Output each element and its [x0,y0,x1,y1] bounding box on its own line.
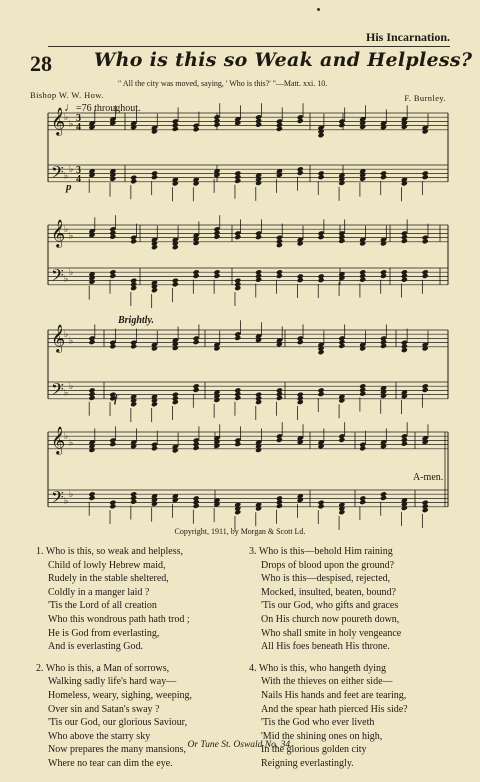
note-head [234,441,241,447]
note-head [380,495,387,501]
note-head [401,277,408,283]
note-head [213,443,220,449]
note-head [359,345,366,351]
flat-icon: ♭ [64,330,69,341]
note-head [318,277,325,283]
note-head [88,395,95,401]
note-head [172,180,179,186]
note-head [213,397,220,403]
section-heading: His Incarnation. [365,30,450,44]
verse-line: Over sin and Satan's sway ? [48,703,160,715]
flat-icon: ♭ [64,171,69,182]
note-head [338,122,345,128]
note-head [401,124,408,130]
note-head [338,509,345,515]
note-head [193,387,200,393]
note-head [318,234,325,240]
flat-icon: ♭ [64,113,69,124]
note-head [422,174,429,180]
verse-line: In the glorious golden city [261,744,367,756]
flat-icon: ♭ [69,165,74,176]
note-head [151,445,158,451]
verse-line: Child of lowly Hebrew maid, [48,559,166,571]
dynamic-forte: f [114,393,118,405]
note-head [276,172,283,178]
note-head [193,503,200,509]
verse-line: Homeless, weary, sighing, weeping, [48,689,193,701]
note-head [172,447,179,453]
author-credit: Bishop W. W. How. [30,90,104,100]
tempo-text: =76 throughout. [76,103,141,114]
verse-line: 1. Who is this, so weak and helpless, [36,546,184,557]
verse-line: Nails His hands and feet are tearing, [261,689,407,701]
note-head [109,343,116,349]
note-head [109,503,116,509]
note-head [172,399,179,405]
note-head [255,337,262,343]
flat-icon: ♭ [69,119,74,130]
note-head [401,238,408,244]
verse-3 [249,545,459,654]
verse-line: 'Tis our God, our glorious Saviour, [48,717,188,729]
note-head [359,176,366,182]
note-head [130,443,137,449]
note-head [172,281,179,287]
note-head [359,277,366,283]
note-head [380,174,387,180]
note-head [380,124,387,130]
note-head [130,285,137,291]
note-head [359,391,366,397]
note-head [130,401,137,407]
note-head [255,234,262,240]
note-head [338,397,345,403]
verse-line: Where no tear can dim the eye. [48,757,173,769]
hymn-number: 28 [30,51,52,76]
note-head [401,180,408,186]
note-head [318,174,325,180]
note-head [276,503,283,509]
note-head [193,273,200,279]
note-head [276,242,283,248]
verse-line: 'Tis the Lord of all creation [48,600,157,612]
note-head [88,495,95,501]
treble-clef-icon: 𝄞 [51,106,66,135]
treble-clef-icon: 𝄞 [51,323,66,352]
note-head [255,505,262,511]
note-head [297,497,304,503]
note-head [255,447,262,453]
note-head [109,441,116,447]
note-head [151,287,158,293]
note-head [88,447,95,453]
verse-line: 3. Who is this—behold Him raining [249,546,393,557]
copyright-notice: Copyright, 1911, by Morgan & Scott Ld. [174,527,306,536]
note-head [193,445,200,451]
verse-line: 'Mid the shining ones on high, [261,730,383,742]
note-head [422,128,429,134]
verse-2 [36,662,231,771]
note-head [213,234,220,240]
time-signature-bottom: 4 [76,173,81,185]
note-head [338,437,345,443]
note-head [359,445,366,451]
note-head [88,339,95,345]
note-head [193,126,200,132]
verse-line: 'Tis our God, who gifts and graces [261,600,399,612]
verse-line: Who this wondrous path hath trod ; [48,613,190,625]
note-head [109,120,116,126]
verse-line: Who above the starry sky [48,730,151,742]
note-head [401,347,408,353]
note-head [297,277,304,283]
verse-line: All His foes beneath His throne. [261,641,390,653]
note-head [130,178,137,184]
note-head [109,234,116,240]
note-head [213,273,220,279]
verse-4 [249,662,459,771]
time-signature-top: 3 [76,164,81,176]
note-head [422,439,429,445]
note-head [172,345,179,351]
note-head [172,497,179,503]
note-head [130,238,137,244]
flat-icon: ♭ [69,268,74,279]
note-head [213,501,220,507]
treble-clef-icon: 𝄞 [51,218,66,247]
verse-line: On His church now poureth down, [261,613,400,625]
note-head [380,273,387,279]
crotchet-icon: ♩ [64,100,76,114]
verse-line: Drops of blood upon the ground? [261,559,395,571]
verse-number: 3. [249,546,257,557]
note-head [88,279,95,285]
note-head [88,124,95,130]
verse-line: With the thieves on either side— [261,676,393,688]
alternate-tune-note: Or Tune St. Oswald No. 34. [187,740,293,750]
note-head [109,176,116,182]
verse-number: 1. [36,546,44,557]
note-head [297,439,304,445]
bass-clef-icon: 𝄢 [51,161,64,186]
verse-line: And the spear hath pierced His side? [261,703,408,715]
note-head [151,501,158,507]
flat-icon: ♭ [69,231,74,242]
flat-icon: ♭ [64,388,69,399]
verse-line: Walking sadly life's hard way— [48,676,177,688]
note-head [380,393,387,399]
verse-line: Reigning everlastingly. [261,757,354,769]
note-head [318,349,325,355]
verse-line: He is God from everlasting, [48,627,160,639]
dynamic-piano: p [66,181,72,193]
note-head [130,343,137,349]
flat-icon: ♭ [64,496,69,507]
note-head [88,232,95,238]
note-head [255,399,262,405]
note-head [318,132,325,138]
note-head [234,285,241,291]
note-head [401,393,408,399]
note-head [422,238,429,244]
verse-line: Now prepares the many mansions, [48,744,187,756]
note-head [338,343,345,349]
note-head [318,503,325,509]
note-head [401,505,408,511]
verse-line: Who shall smite in holy vengeance [261,627,402,639]
note-head [422,507,429,513]
note-head [297,118,304,124]
note-head [297,339,304,345]
note-head [151,401,158,407]
note-head [255,180,262,186]
note-head [255,122,262,128]
note-head [193,240,200,246]
note-head [151,244,158,250]
note-head [276,395,283,401]
note-head [338,275,345,281]
note-head [88,172,95,178]
note-head [109,273,116,279]
verse-line: 2. Who is this, a Man of sorrows, [36,662,170,674]
verse-line: 4. Who is this, who hangeth dying [249,662,387,674]
note-head [151,128,158,134]
note-head [422,273,429,279]
note-head [380,343,387,349]
verse-line: Rudely in the stable sheltered, [48,573,169,585]
note-head [359,240,366,246]
flat-icon: ♭ [69,490,74,501]
note-head [359,499,366,505]
verse-line: Mocked, insulted, beaten, bound? [261,586,396,598]
verse-line: Coldly in a manger laid ? [48,586,150,598]
verse-line: Who is this—despised, rejected, [261,573,391,585]
note-head [234,509,241,515]
note-head [234,178,241,184]
note-head [276,341,283,347]
note-head [234,335,241,341]
note-head [193,339,200,345]
note-head [276,126,283,132]
verse-line: And is everlasting God. [48,641,143,653]
note-head [297,240,304,246]
bass-clef-icon: 𝄢 [51,264,64,289]
scripture-quote: " All the city was moved, saying, ' Who is this?' "—Matt. xxi. 10. [118,79,328,88]
note-head [276,273,283,279]
hymn-title: Who is this so Weak and Helpless? [94,49,473,71]
note-head [213,345,220,351]
flat-icon: ♭ [69,438,74,449]
note-head [338,180,345,186]
note-head [193,180,200,186]
amen-text: A-men. [413,472,444,483]
flat-icon: ♭ [64,225,69,236]
time-signature-top: 3 [76,112,81,124]
note-head [172,244,179,250]
note-head [380,240,387,246]
note-head [359,124,366,130]
note-head [297,170,304,176]
verse-number: 2. [36,662,44,674]
brightly-marking: Brightly. [118,315,155,326]
note-head [297,399,304,405]
note-head [130,499,137,505]
note-head [380,443,387,449]
verse-1 [36,545,231,654]
note-head [234,234,241,240]
note-head [172,126,179,132]
flat-icon: ♭ [64,432,69,443]
note-head [276,437,283,443]
verse-line: 'Tis the God who ever liveth [261,717,375,729]
note-head [130,124,137,130]
note-head [318,391,325,397]
composer-credit: F. Burnley. [404,93,446,103]
note-head [255,277,262,283]
note-head [401,441,408,447]
flat-icon: ♭ [64,274,69,285]
note-head [234,120,241,126]
note-head [338,238,345,244]
verse-number: 4. [249,662,257,674]
bass-clef-icon: 𝄢 [51,486,64,511]
flat-icon: ♭ [69,336,74,347]
note-head [422,345,429,351]
note-head [422,387,429,393]
note-head [234,395,241,401]
note-head [318,443,325,449]
note-head [151,174,158,180]
time-signature-bottom: 4 [76,121,81,133]
bass-clef-icon: 𝄢 [51,378,64,403]
note-head [151,345,158,351]
treble-clef-icon: 𝄞 [51,425,66,454]
flat-icon: ♭ [69,382,74,393]
